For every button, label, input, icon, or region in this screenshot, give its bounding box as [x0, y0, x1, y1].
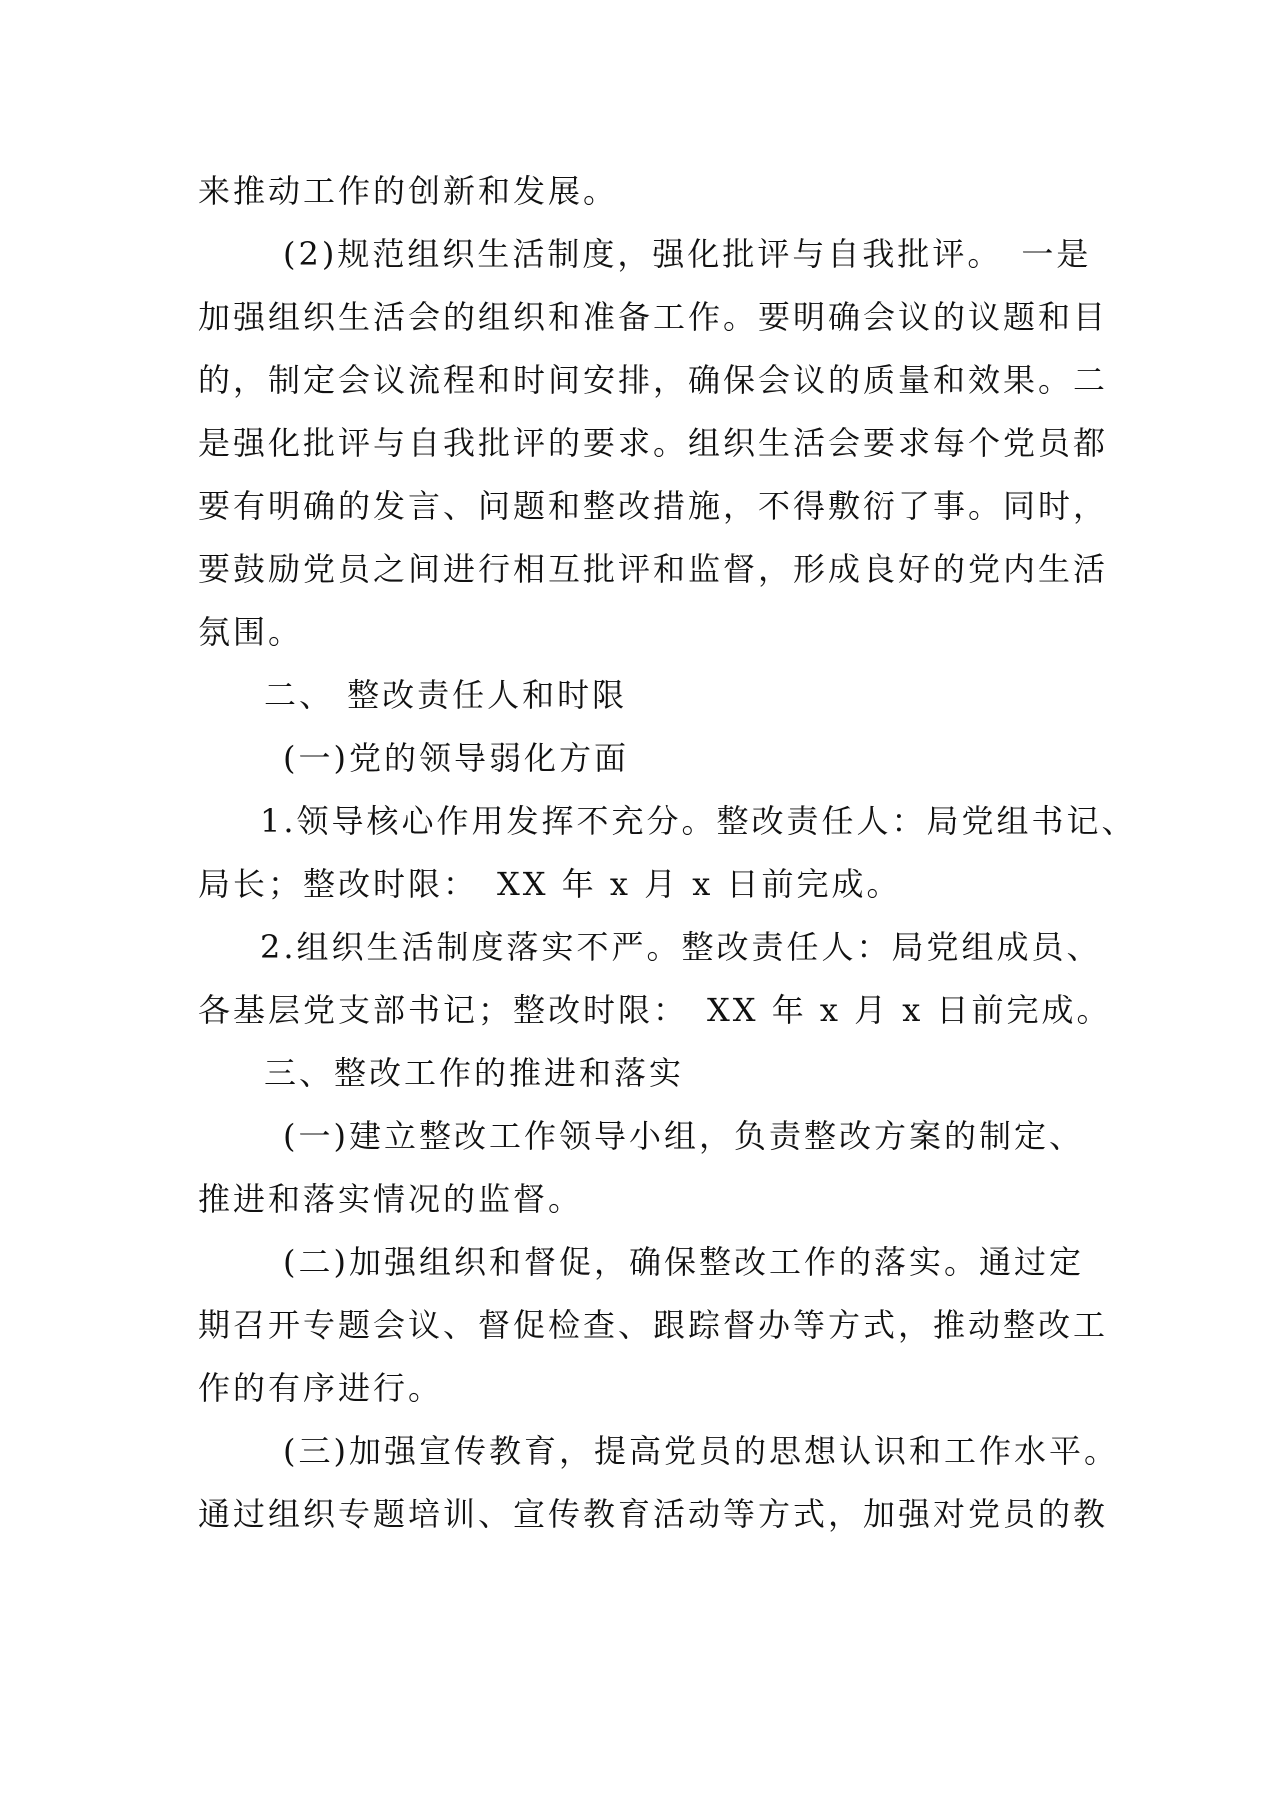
section-heading: 二、 整改责任人和时限 [264, 676, 628, 714]
text-line: 各基层党支部书记；整改时限： XX 年 x 月 x 日前完成。 [198, 991, 1112, 1029]
text-line: 加强组织生活会的组织和准备工作。要明确会议的议题和目 [198, 298, 1109, 336]
text-line: 是强化批评与自我批评的要求。组织生活会要求每个党员都 [198, 424, 1109, 462]
section-heading: 三、整改工作的推进和落实 [264, 1054, 685, 1092]
text-line: 期召开专题会议、督促检查、跟踪督办等方式，推动整改工 [198, 1306, 1109, 1344]
paragraph-heading: (一)建立整改工作领导小组，负责整改方案的制定、 [283, 1117, 1084, 1155]
paragraph-heading: (2)规范组织生活制度，强化批评与自我批评。 一是 [283, 235, 1092, 273]
subsection-heading: (一)党的领导弱化方面 [283, 739, 629, 777]
list-item: 1.领导核心作用发挥不充分。整改责任人：局党组书记、 [260, 802, 1137, 840]
text-line: 通过组织专题培训、宣传教育活动等方式，加强对党员的教 [198, 1495, 1109, 1533]
text-line: 要有明确的发言、问题和整改措施，不得敷衍了事。同时， [198, 487, 1109, 525]
text-line: 来推动工作的创新和发展。 [198, 172, 619, 210]
text-line: 推进和落实情况的监督。 [198, 1180, 584, 1218]
text-line: 作的有序进行。 [198, 1369, 444, 1407]
paragraph-heading: (二)加强组织和督促，确保整改工作的落实。通过定 [283, 1243, 1084, 1281]
text-line: 的，制定会议流程和时间安排，确保会议的质量和效果。二 [198, 361, 1109, 399]
text-line: 局长；整改时限： XX 年 x 月 x 日前完成。 [198, 865, 902, 903]
text-line: 要鼓励党员之间进行相互批评和监督，形成良好的党内生活 [198, 550, 1109, 588]
list-item: 2.组织生活制度落实不严。整改责任人：局党组成员、 [260, 928, 1102, 966]
paragraph-heading: (三)加强宣传教育，提高党员的思想认识和工作水平。 [283, 1432, 1119, 1470]
text-line: 氛围。 [198, 613, 304, 651]
document-body [198, 160, 1137, 1546]
